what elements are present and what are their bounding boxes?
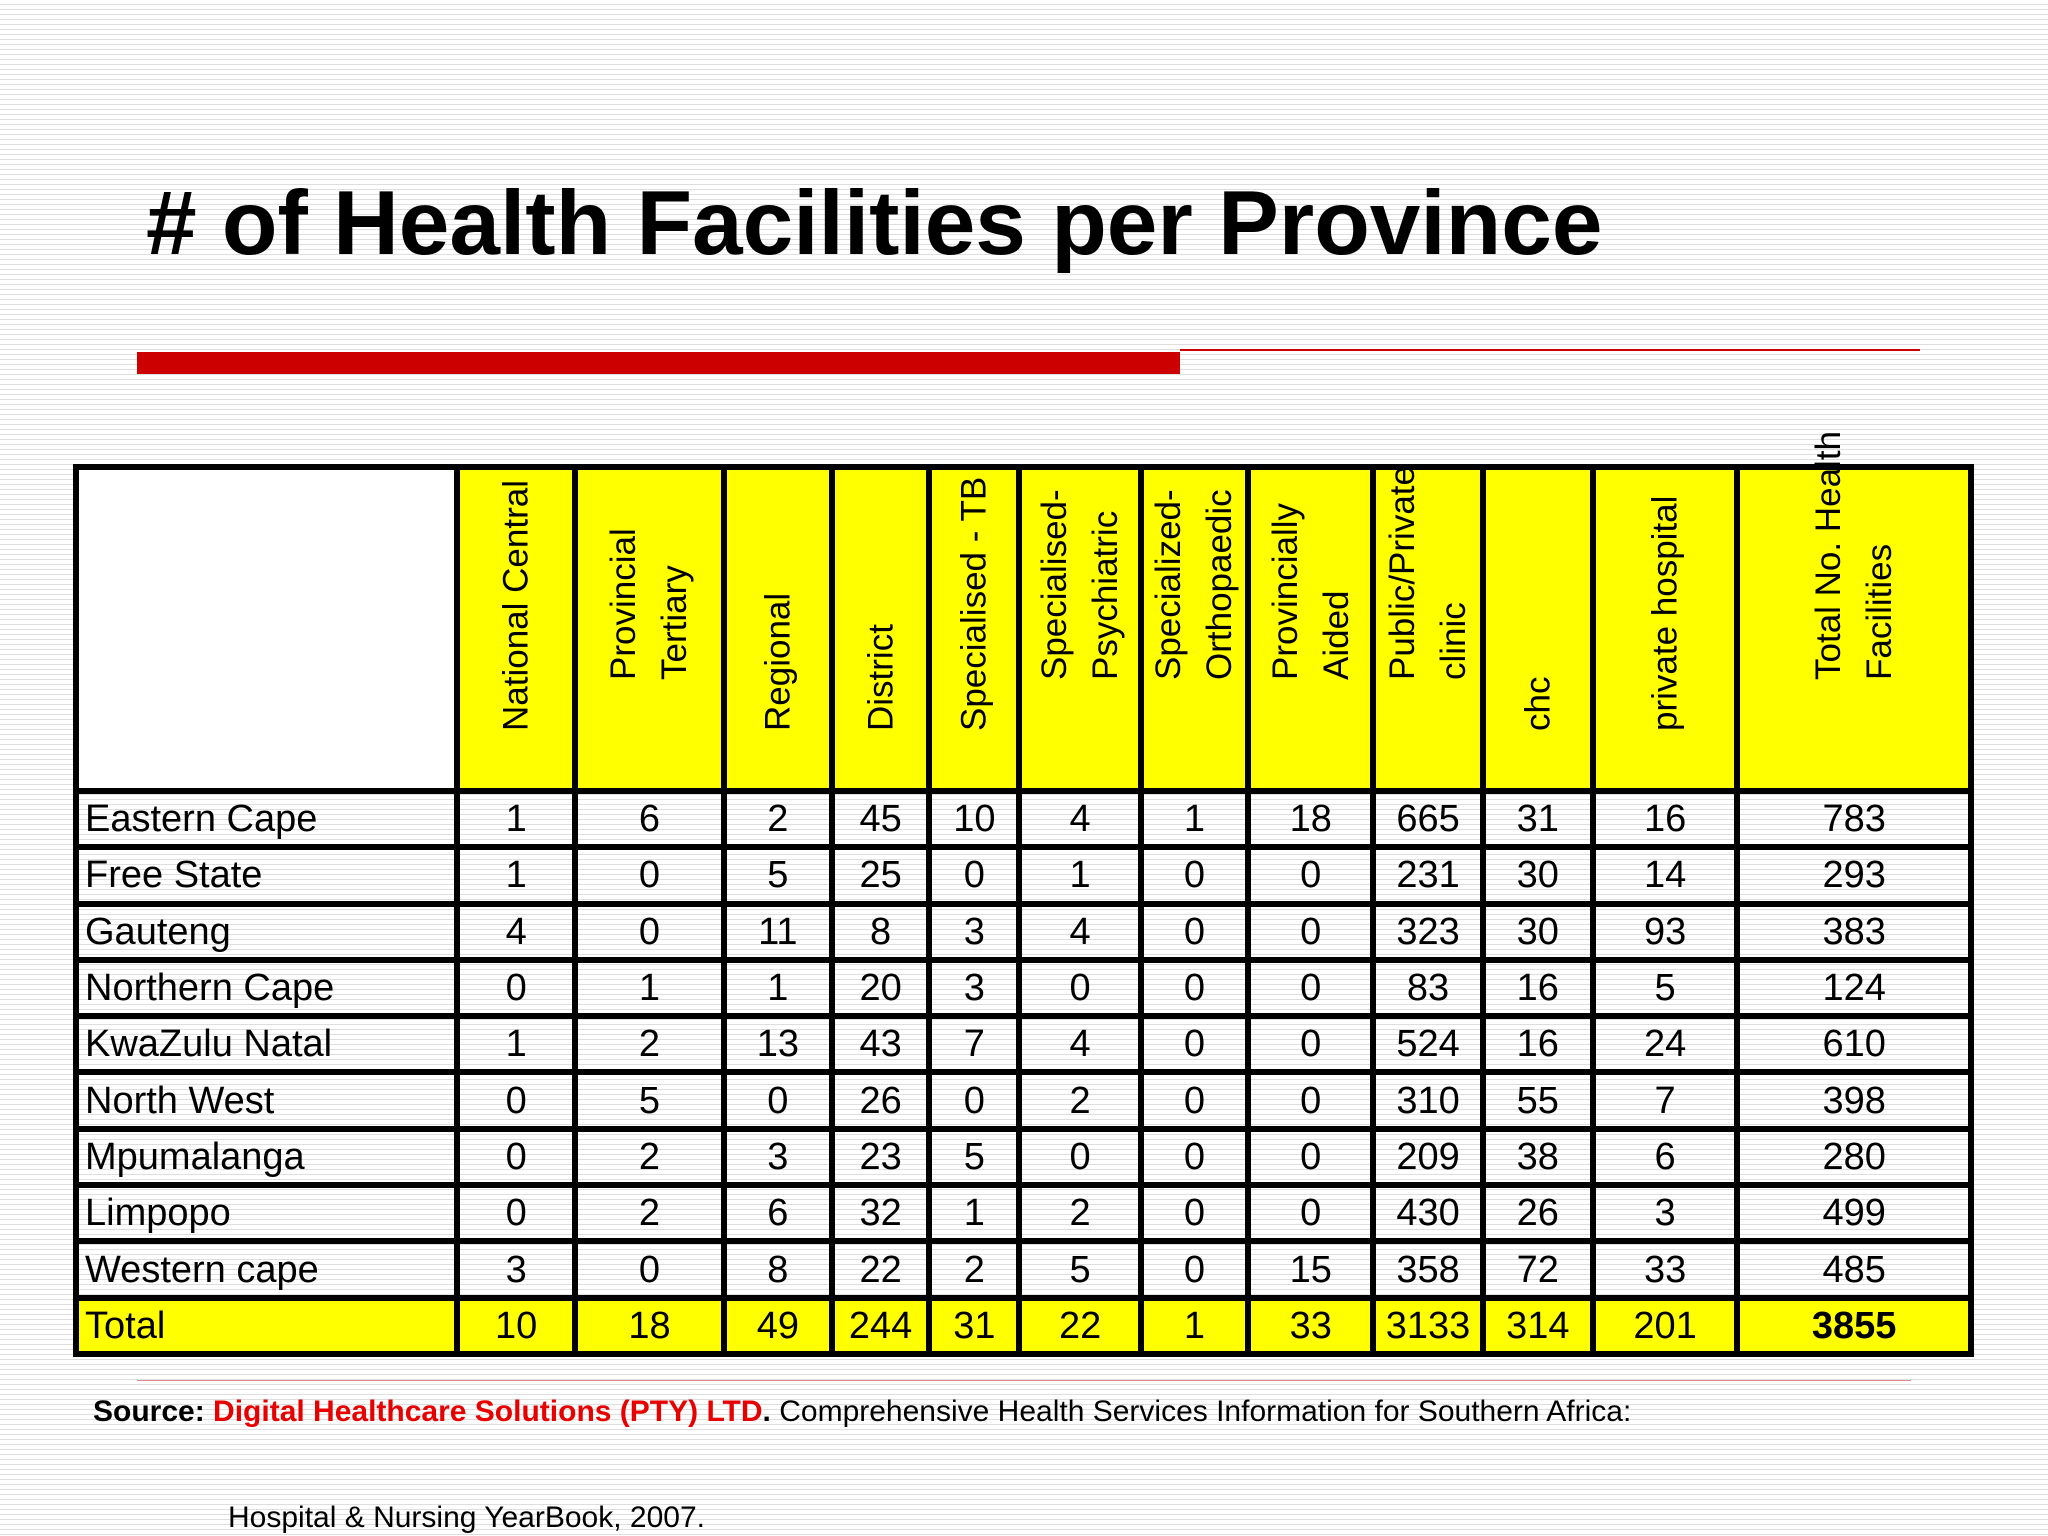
value-cell: 32	[832, 1185, 929, 1241]
value-cell: 8	[724, 1241, 832, 1297]
value-cell: 3	[457, 1241, 575, 1297]
header-corner-cell	[76, 467, 457, 791]
total-row	[76, 1298, 1971, 1354]
province-cell: North West	[76, 1072, 457, 1128]
table-row	[76, 1129, 1971, 1185]
value-cell: 383	[1737, 904, 1971, 960]
value-cell: 5	[575, 1072, 723, 1128]
value-cell: 0	[1248, 1072, 1373, 1128]
value-cell: 11	[724, 904, 832, 960]
value-cell: 0	[457, 1185, 575, 1241]
value-cell: 0	[1248, 1129, 1373, 1185]
value-cell: 0	[724, 1072, 832, 1128]
value-cell: 0	[1248, 904, 1373, 960]
table-row	[76, 791, 1971, 847]
value-cell: 16	[1593, 791, 1737, 847]
value-cell: 201	[1593, 1298, 1737, 1354]
col-header-label: Specialized- Orthopaedic	[1149, 489, 1240, 680]
table-row	[76, 904, 1971, 960]
province-cell: Gauteng	[76, 904, 457, 960]
value-cell: 2	[724, 791, 832, 847]
value-cell: 124	[1737, 960, 1971, 1016]
value-cell: 7	[1593, 1072, 1737, 1128]
table-row	[76, 1072, 1971, 1128]
value-cell: 3	[724, 1129, 832, 1185]
value-cell: 3	[1593, 1185, 1737, 1241]
source-label: Source:	[93, 1395, 205, 1428]
province-cell: Eastern Cape	[76, 791, 457, 847]
value-cell: 0	[457, 1072, 575, 1128]
value-cell: 6	[724, 1185, 832, 1241]
value-cell: 33	[1593, 1241, 1737, 1297]
col-header-chc	[1483, 467, 1593, 791]
value-cell: 2	[929, 1241, 1019, 1297]
value-cell: 18	[575, 1298, 723, 1354]
value-cell: 26	[1483, 1185, 1593, 1241]
value-cell: 1	[1019, 847, 1140, 903]
value-cell: 0	[575, 1241, 723, 1297]
col-header-label: private hospital	[1645, 495, 1685, 731]
footer-divider	[137, 1380, 1911, 1381]
value-cell: 0	[1141, 1129, 1248, 1185]
value-cell: 13	[724, 1016, 832, 1072]
value-cell: 72	[1483, 1241, 1593, 1297]
table-body	[76, 791, 1971, 1354]
col-header-label: National Central	[496, 480, 536, 731]
value-cell: 1	[457, 1016, 575, 1072]
value-cell: 4	[457, 904, 575, 960]
value-cell: 1	[1141, 1298, 1248, 1354]
col-header-label: Total No. Health Facilities	[1809, 430, 1900, 680]
value-cell: 0	[1141, 1185, 1248, 1241]
value-cell: 25	[832, 847, 929, 903]
value-cell: 0	[575, 847, 723, 903]
value-cell: 43	[832, 1016, 929, 1072]
col-header-label: District	[861, 624, 901, 731]
source-description: Comprehensive Health Services Information for Southern Africa:	[770, 1395, 1632, 1428]
value-cell: 2	[575, 1129, 723, 1185]
table-row	[76, 960, 1971, 1016]
table-row	[76, 1185, 1971, 1241]
value-cell: 38	[1483, 1129, 1593, 1185]
value-cell: 665	[1373, 791, 1482, 847]
value-cell: 26	[832, 1072, 929, 1128]
col-header-label: Provincial Tertiary	[604, 528, 695, 680]
value-cell: 783	[1737, 791, 1971, 847]
value-cell: 0	[457, 1129, 575, 1185]
col-header-label: Provincially Aided	[1265, 503, 1356, 680]
facilities-table	[73, 430, 1974, 1357]
col-header-label: Specialised - TB	[954, 476, 994, 731]
value-cell: 6	[1593, 1129, 1737, 1185]
table-row	[76, 1241, 1971, 1297]
value-cell: 45	[832, 791, 929, 847]
col-header-specialised-tb	[929, 467, 1019, 791]
value-cell: 22	[832, 1241, 929, 1297]
value-cell: 524	[1373, 1016, 1482, 1072]
value-cell: 1	[575, 960, 723, 1016]
table-row	[76, 847, 1971, 903]
title-accent-bar	[137, 352, 1180, 374]
value-cell: 22	[1019, 1298, 1140, 1354]
value-cell: 15	[1248, 1241, 1373, 1297]
slide-title: # of Health Facilities per Province	[146, 173, 1603, 274]
col-header-national-central	[457, 467, 575, 791]
value-cell: 3	[929, 960, 1019, 1016]
value-cell: 4	[1019, 1016, 1140, 1072]
value-cell: 5	[724, 847, 832, 903]
value-cell: 0	[1141, 1016, 1248, 1072]
col-header-provincially-aided	[1248, 467, 1373, 791]
col-header-regional	[724, 467, 832, 791]
value-cell: 93	[1593, 904, 1737, 960]
value-cell: 2	[1019, 1072, 1140, 1128]
value-cell: 5	[1593, 960, 1737, 1016]
source-organization: Digital Healthcare Solutions (PTY) LTD	[213, 1395, 763, 1428]
col-header-private-hospital	[1593, 467, 1737, 791]
value-cell: 0	[1141, 960, 1248, 1016]
value-cell: 49	[724, 1298, 832, 1354]
province-cell: Western cape	[76, 1241, 457, 1297]
value-cell: 0	[1141, 847, 1248, 903]
value-cell: 231	[1373, 847, 1482, 903]
value-cell: 485	[1737, 1241, 1971, 1297]
value-cell: 16	[1483, 960, 1593, 1016]
value-cell: 430	[1373, 1185, 1482, 1241]
source-period: .	[762, 1395, 771, 1428]
col-header-specialized-orthopaedic	[1141, 467, 1248, 791]
value-cell: 0	[1141, 1072, 1248, 1128]
value-cell: 31	[1483, 791, 1593, 847]
value-cell: 499	[1737, 1185, 1971, 1241]
value-cell: 0	[1248, 960, 1373, 1016]
province-cell: KwaZulu Natal	[76, 1016, 457, 1072]
value-cell: 16	[1483, 1016, 1593, 1072]
col-header-district	[832, 467, 929, 791]
province-cell: Free State	[76, 847, 457, 903]
col-header-specialised-psychiatric	[1019, 467, 1140, 791]
value-cell: 293	[1737, 847, 1971, 903]
col-header-label: Specialised- Psychiatric	[1035, 489, 1126, 680]
province-cell: Mpumalanga	[76, 1129, 457, 1185]
col-header-public-private-clinic	[1373, 467, 1482, 791]
value-cell: 1	[457, 791, 575, 847]
value-cell: 4	[1019, 904, 1140, 960]
value-cell: 1	[724, 960, 832, 1016]
province-cell: Northern Cape	[76, 960, 457, 1016]
value-cell: 358	[1373, 1241, 1482, 1297]
value-cell: 6	[575, 791, 723, 847]
value-cell: 1	[457, 847, 575, 903]
value-cell: 244	[832, 1298, 929, 1354]
value-cell: 398	[1737, 1072, 1971, 1128]
value-cell: 1	[929, 1185, 1019, 1241]
col-header-label: Public/Private clinic	[1383, 466, 1474, 680]
value-cell: 0	[1248, 1185, 1373, 1241]
value-cell: 0	[1141, 904, 1248, 960]
col-header-provincial-tertiary	[575, 467, 723, 791]
value-cell: 5	[1019, 1241, 1140, 1297]
value-cell: 7	[929, 1016, 1019, 1072]
header-row	[76, 467, 1971, 791]
value-cell: 0	[1019, 1129, 1140, 1185]
value-cell: 14	[1593, 847, 1737, 903]
source-publication: Hospital & Nursing YearBook, 2007.	[228, 1501, 705, 1534]
value-cell: 33	[1248, 1298, 1373, 1354]
value-cell: 209	[1373, 1129, 1482, 1185]
value-cell: 55	[1483, 1072, 1593, 1128]
value-cell: 0	[1141, 1241, 1248, 1297]
table-row	[76, 1016, 1971, 1072]
value-cell: 0	[1248, 1016, 1373, 1072]
value-cell: 0	[929, 847, 1019, 903]
value-cell: 2	[1019, 1185, 1140, 1241]
value-cell: 23	[832, 1129, 929, 1185]
value-cell: 323	[1373, 904, 1482, 960]
col-header-total-facilities	[1737, 430, 1971, 791]
value-cell: 3133	[1373, 1298, 1482, 1354]
value-cell: 8	[832, 904, 929, 960]
value-cell: 314	[1483, 1298, 1593, 1354]
value-cell: 0	[929, 1072, 1019, 1128]
grand-total-cell: 3855	[1737, 1298, 1971, 1354]
value-cell: 0	[457, 960, 575, 1016]
col-header-label: Regional	[758, 592, 798, 731]
value-cell: 1	[1141, 791, 1248, 847]
value-cell: 0	[1248, 847, 1373, 903]
value-cell: 10	[457, 1298, 575, 1354]
col-header-label: chc	[1518, 676, 1558, 731]
value-cell: 280	[1737, 1129, 1971, 1185]
title-accent-line	[1180, 349, 1920, 351]
value-cell: 31	[929, 1298, 1019, 1354]
value-cell: 83	[1373, 960, 1482, 1016]
province-cell: Limpopo	[76, 1185, 457, 1241]
source-citation	[93, 1394, 1631, 1430]
value-cell: 2	[575, 1016, 723, 1072]
value-cell: 610	[1737, 1016, 1971, 1072]
value-cell: 5	[929, 1129, 1019, 1185]
value-cell: 310	[1373, 1072, 1482, 1128]
value-cell: 2	[575, 1185, 723, 1241]
value-cell: 20	[832, 960, 929, 1016]
value-cell: 18	[1248, 791, 1373, 847]
value-cell: 10	[929, 791, 1019, 847]
value-cell: 24	[1593, 1016, 1737, 1072]
value-cell: 30	[1483, 847, 1593, 903]
value-cell: 4	[1019, 791, 1140, 847]
value-cell: 0	[575, 904, 723, 960]
value-cell: 3	[929, 904, 1019, 960]
total-label-cell: Total	[76, 1298, 457, 1354]
value-cell: 0	[1019, 960, 1140, 1016]
value-cell: 30	[1483, 904, 1593, 960]
